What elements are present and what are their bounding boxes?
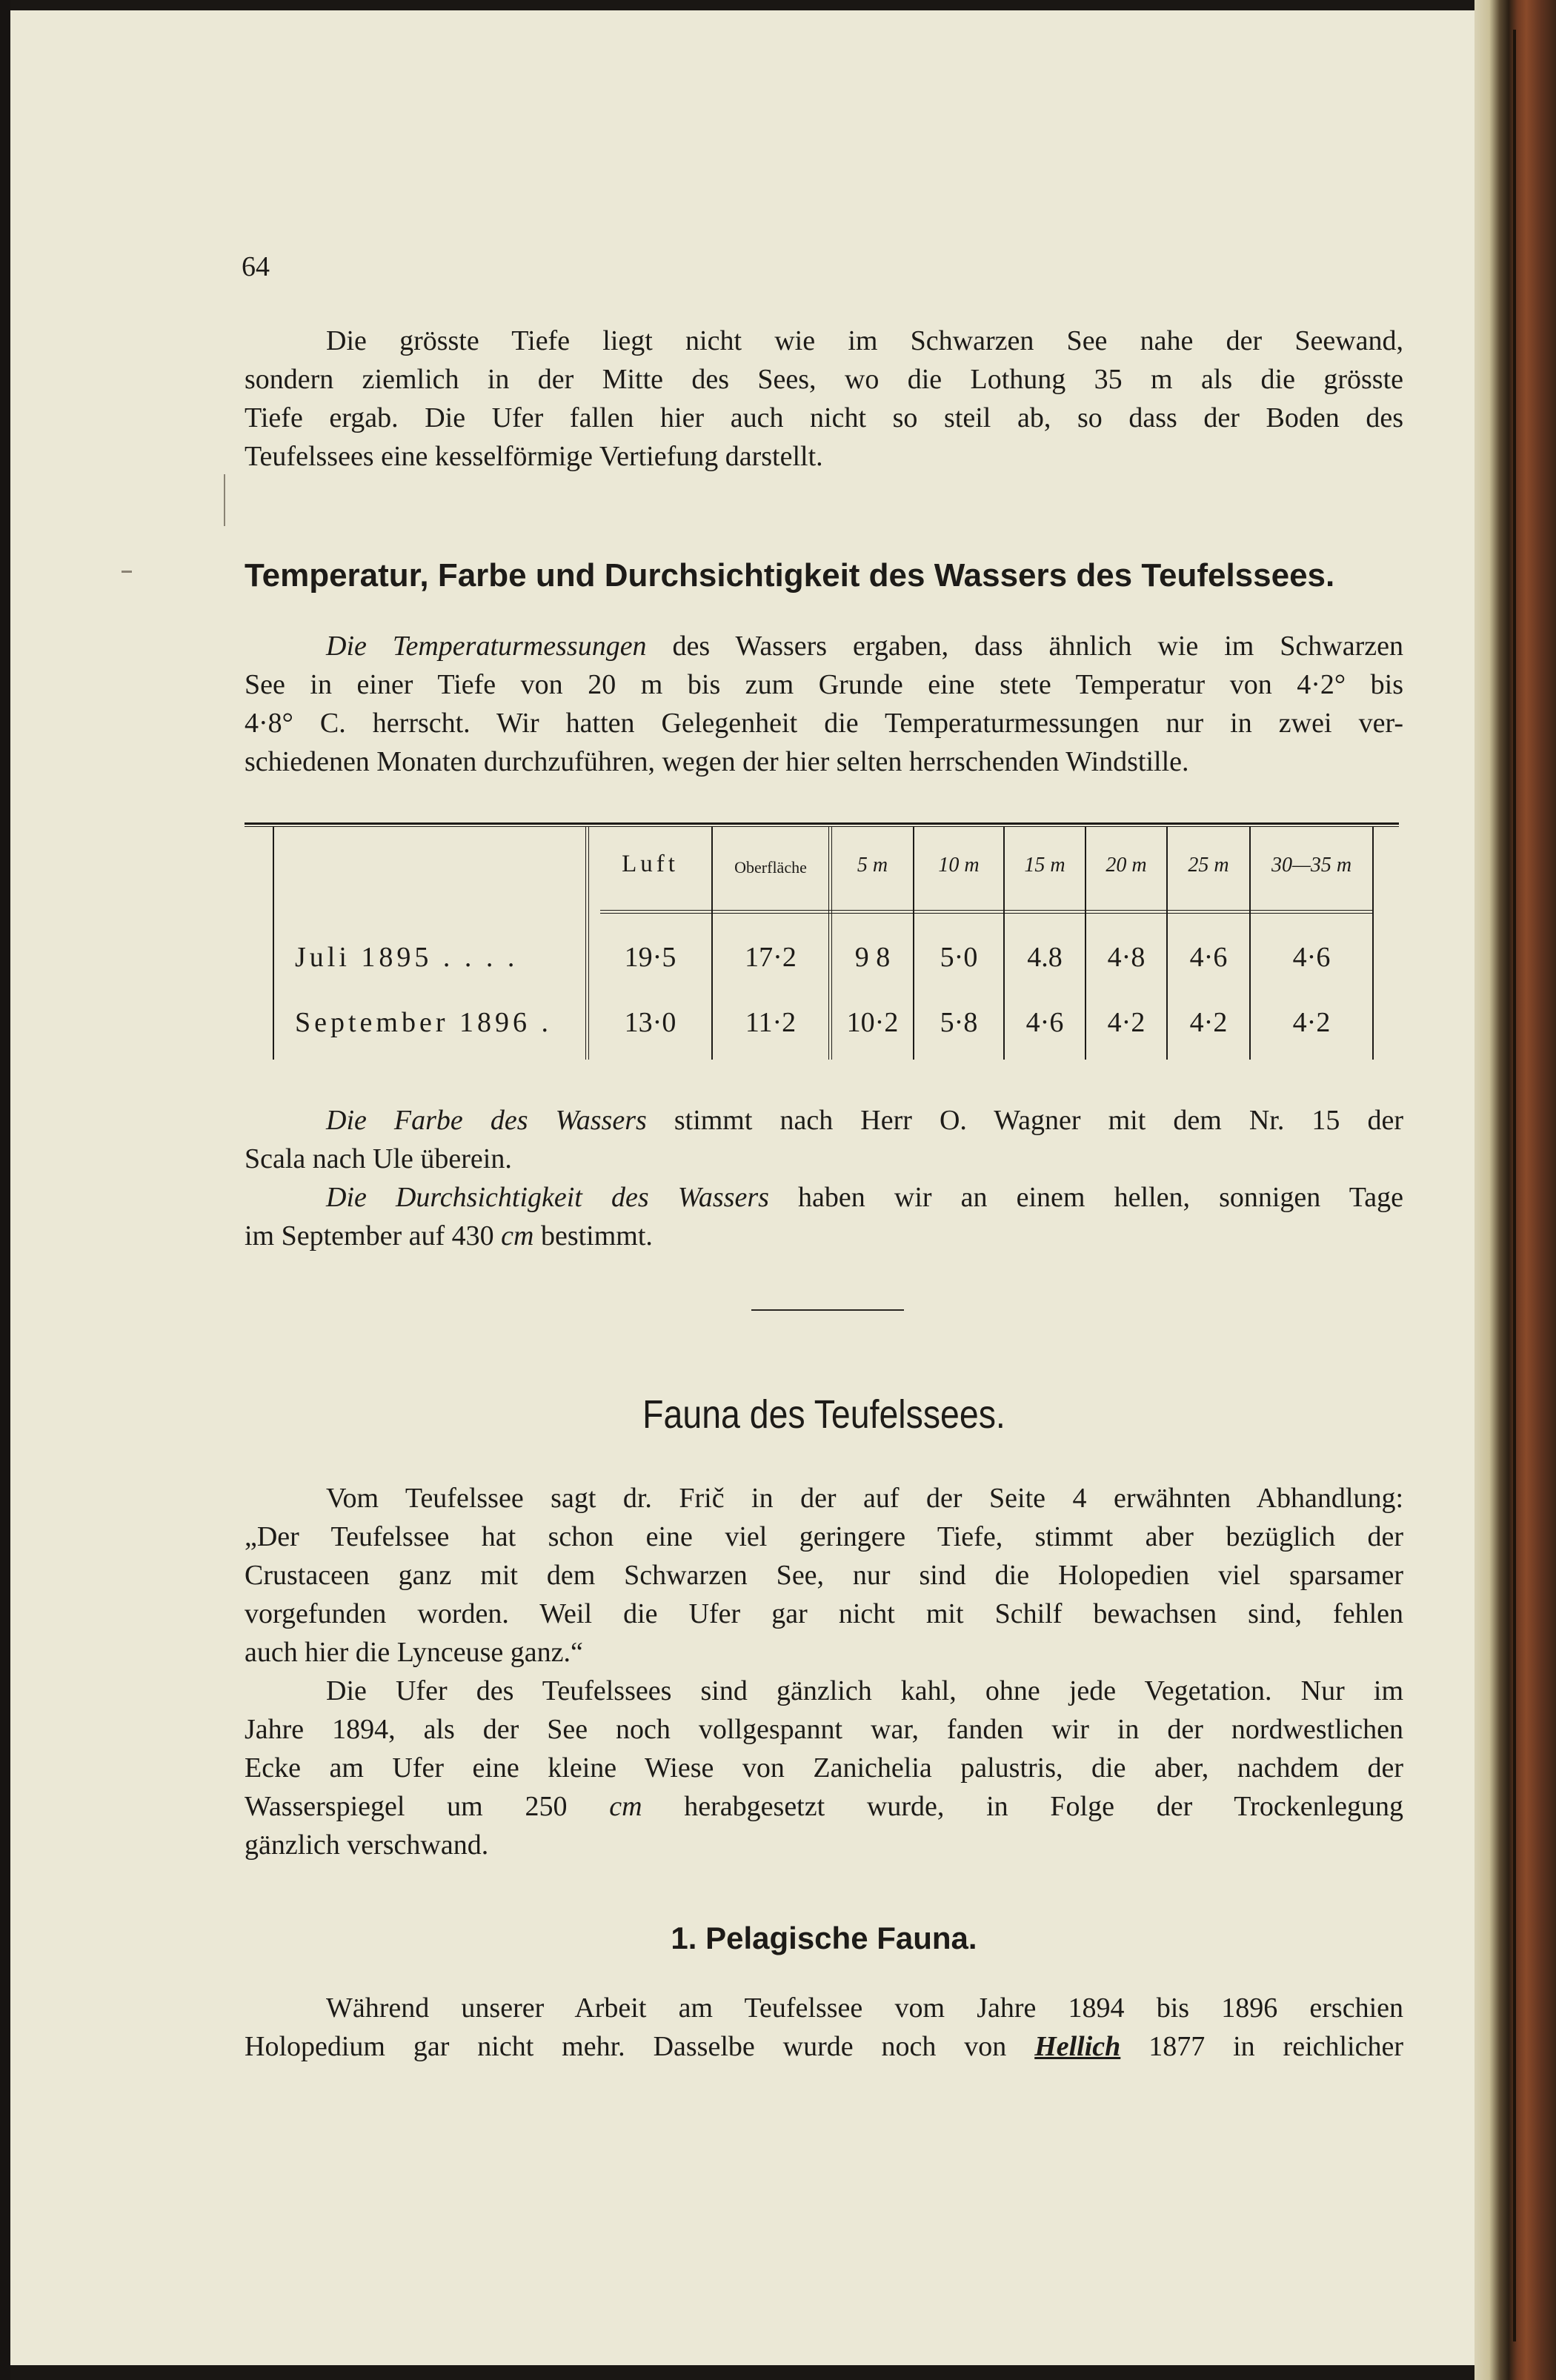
col-header-oberflaeche: Oberfläche (734, 858, 807, 877)
intro-paragraph (245, 322, 1403, 476)
table-cell: 4·8 (1107, 942, 1146, 973)
italic-term: Die Durchsichtigkeit des Wassers (326, 1182, 769, 1213)
text-line: „Der Teufelssee hat schon eine viel geringere Tiefe, stimmt aber bezüglich der (245, 1521, 1403, 1552)
table-cell: 5·0 (940, 942, 978, 973)
text-span: stimmt nach Herr O. Wagner mit dem Nr. 15 der (646, 1105, 1403, 1136)
row-label-text: Juli 1895 . . . . (295, 942, 519, 973)
row-label-text: September 1896 . (295, 1007, 553, 1038)
ufer-paragraph (245, 1672, 1403, 1864)
text-span: im September auf 430 (245, 1220, 502, 1252)
table-cell: 4·6 (1189, 942, 1228, 973)
text-line: Scala nach Ule überein. (245, 1143, 512, 1174)
table-cell: 4·6 (1025, 1007, 1064, 1038)
table-cell: 10·2 (846, 1007, 899, 1038)
header-text: 5 m (857, 854, 888, 877)
table-cell: 19·5 (624, 942, 676, 973)
temperature-paragraph (245, 627, 1403, 781)
table-cell: 4·2 (1107, 1007, 1146, 1038)
table-cell: 17·2 (745, 942, 797, 973)
table-cell: 4.8 (1027, 942, 1063, 973)
text-line: 4·8° C. herrscht. Wir hatten Gelegenheit die Temperaturmessungen nur in zwei ver- (245, 708, 1403, 739)
margin-mark (224, 474, 225, 526)
pelagische-paragraph (245, 1989, 1403, 2066)
text-span: 1877 in reichlicher (1120, 2031, 1404, 2062)
text-line: Teufelssees eine kesselförmige Vertiefung darstellt. (245, 441, 823, 472)
header-text: 25 m (1188, 854, 1229, 877)
table-vline (1372, 827, 1374, 1060)
text-span: des Wassers ergaben, dass ähnlich wie im Schwarzen (646, 631, 1403, 662)
section-heading-pelagische: 1. Pelagische Fauna. (671, 1921, 977, 1955)
row-label (295, 1006, 552, 1039)
text-line (245, 1787, 1403, 1826)
col-header-10m (914, 854, 1003, 877)
unit-text: cm (609, 1791, 642, 1822)
text-line: schiedenen Monaten durchzuführen, wegen der hier selten herrschenden Windstille. (245, 746, 1189, 777)
table-cell: 4·2 (1292, 1007, 1331, 1038)
table-cell: 4·6 (1292, 942, 1331, 973)
page-number: 64 (242, 251, 270, 282)
farbe-paragraph (245, 1101, 1403, 1178)
text-line: auch hier die Lynceuse ganz.“ (245, 1637, 583, 1668)
col-header-25m (1168, 854, 1249, 877)
col-header-20m (1086, 854, 1166, 877)
left-scan-edge (0, 0, 10, 2380)
text-span: bestimmt. (533, 1220, 653, 1252)
spine-gutter-line (1513, 30, 1516, 2341)
margin-dash (122, 571, 132, 573)
text-line: Die Ufer des Teufelssees sind gänzlich kahl, ohne jede Vegetation. Nur im (326, 1675, 1403, 1706)
text-line: gänzlich verschwand. (245, 1829, 489, 1861)
table-cell: 11·2 (745, 1007, 797, 1038)
text-line (245, 1101, 1403, 1140)
table-cell: 13·0 (624, 1007, 676, 1038)
header-text: 30—35 m (1271, 854, 1352, 877)
table-cell: 5·8 (940, 1007, 978, 1038)
durchsicht-paragraph (245, 1178, 1403, 1255)
text-line: See in einer Tiefe von 20 m bis zum Grunde eine stete Temperatur von 4·2° bis (245, 669, 1403, 700)
text-span: herabgesetzt wurde, in Folge der Trockenlegung (642, 1791, 1403, 1822)
header-text: 20 m (1106, 854, 1147, 877)
col-header-30-35m (1251, 854, 1372, 877)
table-header-rule (600, 910, 1374, 914)
col-header-5m (832, 854, 913, 877)
text-line: Während unserer Arbeit am Teufelssee vom Jahre 1894 bis 1896 erschien (326, 1992, 1403, 2024)
text-span: Holopedium gar nicht mehr. Dasselbe wurde noch von (245, 2031, 1035, 2062)
table-top-rule (245, 822, 1399, 827)
text-line: vorgefunden worden. Weil die Ufer gar nicht mit Schilf bewachsen sind, fehlen (245, 1598, 1403, 1629)
text-line: Crustaceen ganz mit dem Schwarzen See, nur sind die Holopedien viel sparsamer (245, 1560, 1403, 1591)
row-label (295, 941, 518, 974)
italic-term: Die Temperaturmessungen (326, 631, 647, 662)
text-line (245, 1217, 1403, 1255)
text-line: Die grösste Tiefe liegt nicht wie im Schwarzen See nahe der Seewand, (326, 325, 1403, 356)
text-line (245, 627, 1403, 665)
col-header-luft: Luft (622, 851, 679, 877)
section-heading-temperatur: Temperatur, Farbe und Durchsichtigkeit des Wassers des Teufelssees. (245, 557, 1335, 594)
fauna-quote-paragraph (245, 1479, 1403, 1672)
text-line: Vom Teufelssee sagt dr. Frič in der auf der Seite 4 erwähnten Abhandlung: (326, 1483, 1403, 1514)
table-cell: 9 8 (854, 942, 891, 973)
text-span: haben wir an einem hellen, sonnigen Tage (768, 1182, 1403, 1213)
text-line (245, 1178, 1403, 1217)
table-cell: 4·2 (1189, 1007, 1228, 1038)
text-line (245, 2027, 1403, 2066)
header-text: 15 m (1024, 854, 1065, 877)
text-line: Tiefe ergab. Die Ufer fallen hier auch nicht so steil ab, so dass der Boden des (245, 402, 1403, 433)
table-vline (273, 827, 274, 1060)
section-divider (751, 1309, 904, 1311)
section-heading-fauna: Fauna des Teufelssees. (642, 1392, 1005, 1437)
unit-text: cm (501, 1220, 534, 1252)
header-text: 10 m (938, 854, 980, 877)
italic-term: Die Farbe des Wassers (326, 1105, 647, 1136)
text-line: sondern ziemlich in der Mitte des Sees, wo die Lothung 35 m als die grösste (245, 364, 1403, 395)
col-header-15m (1005, 854, 1085, 877)
text-span: Wasserspiegel um 250 (245, 1791, 610, 1822)
text-line: Ecke am Ufer eine kleine Wiese von Zanichelia palustris, die aber, nachdem der (245, 1752, 1403, 1784)
italic-name: Hellich (1034, 2031, 1121, 2062)
text-line: Jahre 1894, als der See noch vollgespannt war, fanden wir in der nordwestlichen (245, 1714, 1403, 1745)
